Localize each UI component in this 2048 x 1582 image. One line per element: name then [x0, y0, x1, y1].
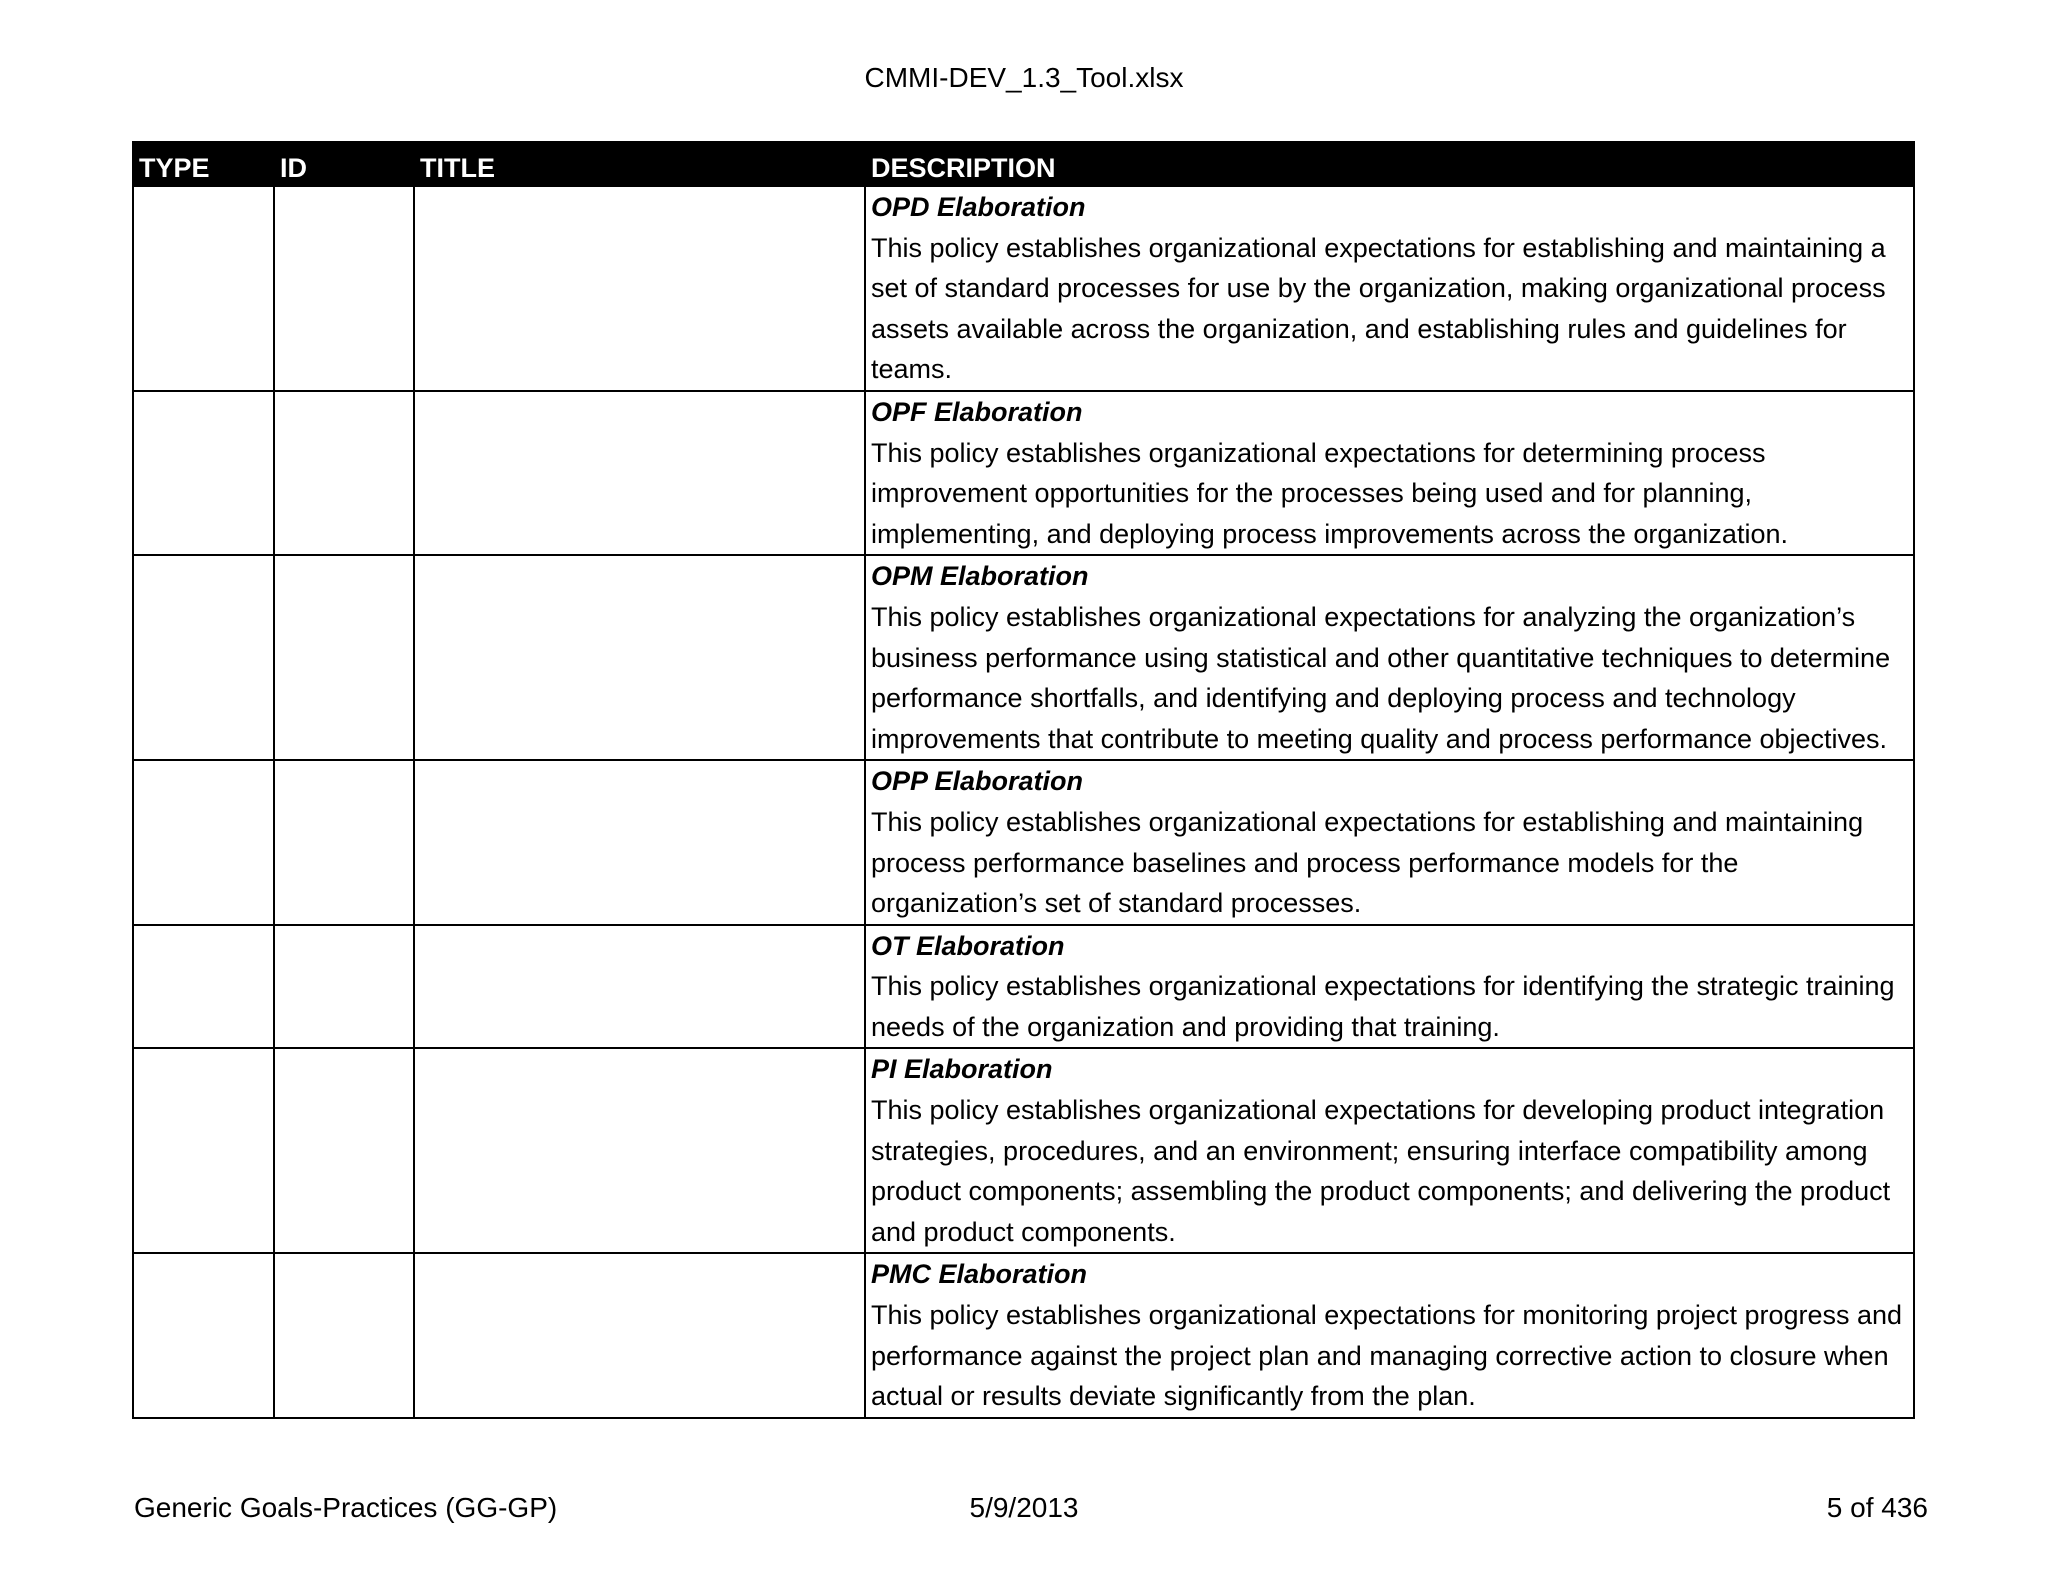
table-header: [133, 142, 1914, 186]
type-cell: [133, 555, 274, 760]
id-cell: [274, 1048, 414, 1253]
elaboration-title: PMC Elaboration: [871, 1259, 1088, 1290]
column-header-description: DESCRIPTION: [865, 142, 1914, 186]
elaboration-title: OPF Elaboration: [871, 396, 1083, 427]
table-row: [133, 1253, 1914, 1417]
elaboration-text: This policy establishes organizational expectations for establishing and maintaining a set of standard processes for use by the organization, making organizational process assets available across the organization, and establishing rules and guidelines for teams.: [871, 232, 1886, 385]
title-cell: [414, 1048, 865, 1253]
table-row: [133, 391, 1914, 555]
table-body: [133, 186, 1914, 1418]
elaboration-title: PI Elaboration: [871, 1054, 1053, 1085]
title-cell: [414, 925, 865, 1049]
id-cell: [274, 555, 414, 760]
column-header-type: TYPE: [133, 142, 274, 186]
id-cell: [274, 925, 414, 1049]
page-header-filename: CMMI-DEV_1.3_Tool.xlsx: [864, 62, 1184, 93]
title-cell: [414, 186, 865, 391]
elaboration-text: This policy establishes organizational expectations for monitoring project progress and performance against the project plan and managing corrective action to closure when actual or results deviate significantly from the plan.: [871, 1300, 1903, 1412]
footer-page-number: 5 of 436: [1826, 1492, 1928, 1523]
type-cell: [133, 925, 274, 1049]
id-cell: [274, 760, 414, 924]
description-cell: [865, 925, 1914, 1049]
column-header-title: TITLE: [414, 142, 865, 186]
elaboration-text: This policy establishes organizational expectations for establishing and maintaining process performance baselines and process performance models for the organization’s set of standard processes.: [871, 806, 1864, 919]
elaboration-text: This policy establishes organizational expectations for developing product integration strategies, procedures, and an environment; ensuring interface compatibility among product components; assembling the product components; and delivering the product and product components.: [871, 1095, 1891, 1247]
footer-sheet-name: Generic Goals-Practices (GG-GP): [134, 1492, 558, 1523]
footer-date: 5/9/2013: [969, 1492, 1079, 1523]
description-cell: [865, 555, 1914, 760]
table-row: [133, 760, 1914, 924]
id-cell: [274, 391, 414, 555]
description-cell: [865, 760, 1914, 924]
elaboration-title: OPD Elaboration: [871, 192, 1086, 222]
elaboration-title: OPM Elaboration: [871, 561, 1089, 592]
table-row: [133, 555, 1914, 760]
column-header-id: ID: [274, 142, 414, 186]
title-cell: [414, 760, 865, 924]
elaboration-text: This policy establishes organizational expectations for analyzing the organization’s business performance using statistical and other quantitative techniques to determine performance shortfalls, and identifying and deploying process and technology improvements that contribute to meeting quality and process performance objectives.: [871, 601, 1891, 754]
elaboration-text: This policy establishes organizational expectations for determining process improvement opportunities for the processes being used and for planning, implementing, and deploying process improvements across the organization.: [871, 437, 1788, 549]
id-cell: [274, 186, 414, 391]
elaboration-text: This policy establishes organizational expectations for identifying the strategic training needs of the organization and providing that training.: [871, 971, 1895, 1042]
description-cell: [865, 391, 1914, 555]
table-row: [133, 925, 1914, 1049]
type-cell: [133, 391, 274, 555]
type-cell: [133, 760, 274, 924]
type-cell: [133, 186, 274, 391]
description-cell: [865, 1048, 1914, 1253]
description-cell: [865, 186, 1914, 391]
header-row: [133, 142, 1914, 186]
table-row: [133, 186, 1914, 391]
title-cell: [414, 555, 865, 760]
table-row: [133, 1048, 1914, 1253]
type-cell: [133, 1048, 274, 1253]
spreadsheet-table: [132, 141, 1915, 1419]
title-cell: [414, 391, 865, 555]
elaboration-title: OPP Elaboration: [871, 766, 1084, 797]
description-cell: [865, 1253, 1914, 1417]
type-cell: [133, 1253, 274, 1417]
id-cell: [274, 1253, 414, 1417]
elaboration-title: OT Elaboration: [871, 930, 1065, 961]
title-cell: [414, 1253, 865, 1417]
